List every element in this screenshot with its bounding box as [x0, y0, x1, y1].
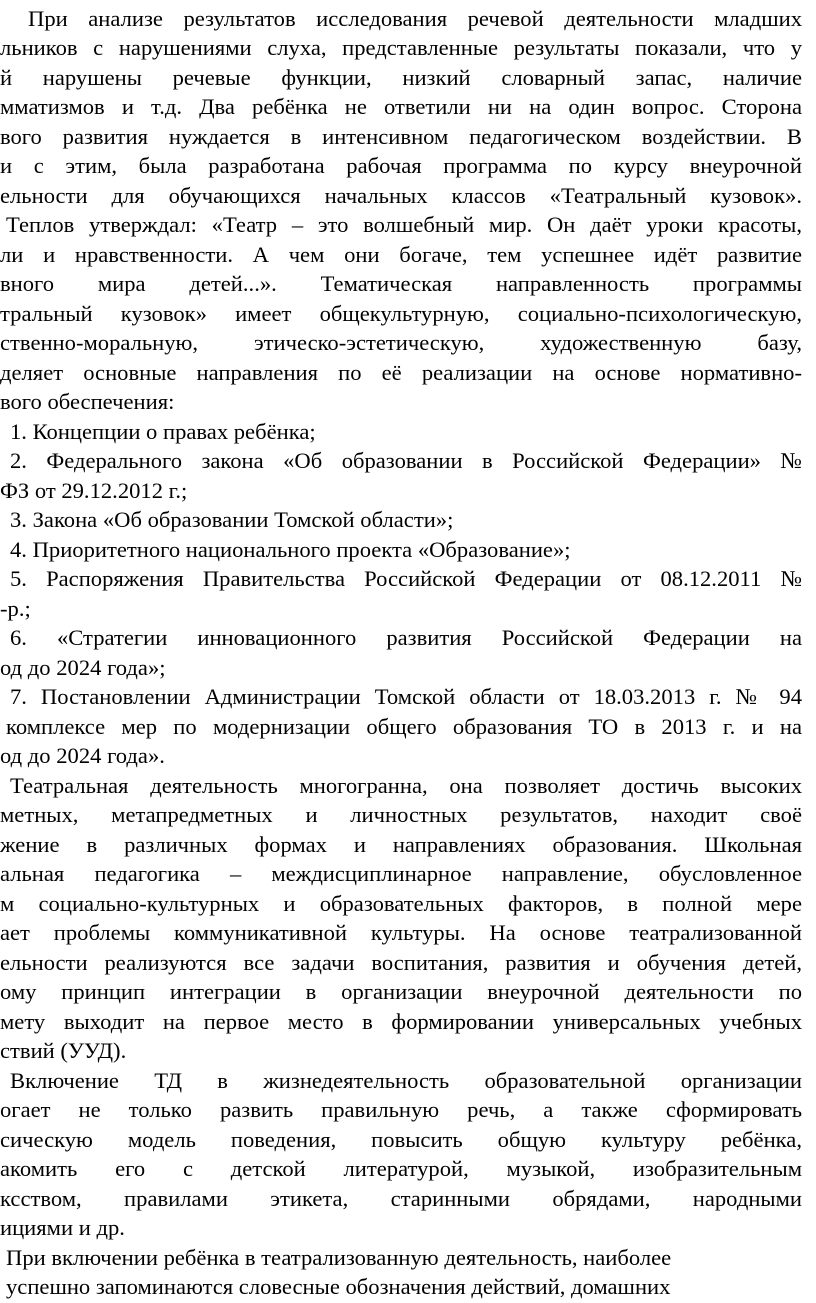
text-line: ельности для обучающихся начальных классов «Театральный кузовок».	[0, 183, 802, 208]
list-item: 4. Приоритетного национального проекта «Образование»;	[10, 537, 571, 562]
text-line: огает не только развить правильную речь, а также сформировать	[0, 1097, 802, 1122]
list-item: 5. Распоряжения Правительства Российской Федерации от 08.12.2011 №	[10, 566, 802, 591]
text-line: комплексе мер по модернизации общего образования ТО в 2013 г. и на	[6, 714, 802, 739]
text-line: вного мира детей...». Тематическая направленность программы	[0, 271, 802, 296]
text-line: успешно запоминаются словесные обозначения действий, домашних	[6, 1274, 671, 1299]
text-line: Театральная деятельность многогранна, она позволяет достичь высоких	[10, 773, 802, 798]
text-line: метных, метапредметных и личностных результатов, находит своё	[0, 802, 802, 827]
text-line: ли и нравственности. А чем они богаче, тем успешнее идёт развитие	[0, 242, 802, 267]
text-line: од до 2024 года»;	[0, 655, 166, 680]
text-line: вого развития нуждается в интенсивном педагогическом воздействии. В	[0, 124, 802, 149]
text-line: Включение ТД в жизнедеятельность образовательной организации	[10, 1068, 802, 1093]
text-line: тральный кузовок» имеет общекультурную, социально-психологическую,	[0, 301, 802, 326]
text-line: м социально-культурных и образовательных факторов, в полной мере	[0, 891, 802, 916]
text-line: ому принцип интеграции в организации внеурочной деятельности по	[0, 979, 802, 1004]
text-line: ФЗ от 29.12.2012 г.;	[0, 478, 188, 503]
text-line: При анализе результатов исследования речевой деятельности младших	[28, 6, 802, 31]
text-line: ственно-моральную, этическо-эстетическую, художественную базу,	[0, 330, 802, 355]
text-line: сическую модель поведения, повысить общую культуру ребёнка,	[0, 1127, 802, 1152]
list-item: 1. Концепции о правах ребёнка;	[10, 419, 316, 444]
text-line: ствий (УУД).	[0, 1038, 127, 1063]
text-line: й нарушены речевые функции, низкий словарный запас, наличие	[0, 65, 802, 90]
text-line: льников с нарушениями слуха, представленные результаты показали, что у	[0, 35, 802, 60]
list-item: 7. Постановлении Администрации Томской области от 18.03.2013 г. № 94	[10, 684, 802, 709]
text-line: деляет основные направления по её реализации на основе нормативно-	[0, 360, 802, 385]
list-item: 3. Закона «Об образовании Томской области»;	[10, 507, 454, 532]
text-line: ает проблемы коммуникативной культуры. На основе театрализованной	[0, 920, 802, 945]
text-line: мету выходит на первое место в формировании универсальных учебных	[0, 1009, 802, 1034]
text-line: ициями и др.	[0, 1215, 125, 1240]
list-item: 2. Федерального закона «Об образовании в Российской Федерации» №	[10, 448, 802, 473]
text-line: мматизмов и т.д. Два ребёнка не ответили ни на один вопрос. Сторона	[0, 94, 802, 119]
text-line: од до 2024 года».	[0, 743, 165, 768]
text-line: и с этим, была разработана рабочая программа по курсу внеурочной	[0, 153, 802, 178]
text-line: -р.;	[0, 596, 31, 621]
list-item: 6. «Стратегии инновационного развития Российской Федерации на	[10, 625, 802, 650]
text-line: вого обеспечения:	[0, 389, 175, 414]
text-line: ксством, правилами этикета, старинными обрядами, народными	[0, 1186, 802, 1211]
text-line: При включении ребёнка в театрализованную деятельность, наиболее	[6, 1245, 672, 1270]
text-line: альная педагогика – междисциплинарное направление, обусловленное	[0, 861, 802, 886]
text-line: жение в различных формах и направлениях образования. Школьная	[0, 832, 802, 857]
text-line: акомить его с детской литературой, музыкой, изобразительным	[0, 1156, 802, 1181]
text-line: Теплов утверждал: «Театр – это волшебный мир. Он даёт уроки красоты,	[6, 212, 802, 237]
text-line: ельности реализуются все задачи воспитания, развития и обучения детей,	[0, 950, 802, 975]
